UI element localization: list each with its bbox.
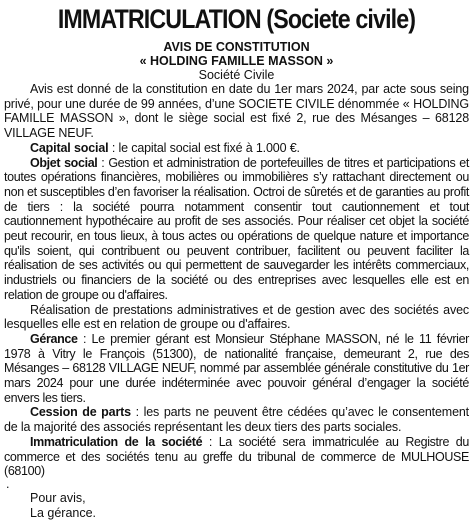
- immat-label: Immatriculation de la société: [30, 434, 203, 449]
- cession-text: : les parts ne peuvent être cédées qu’avec le consentement de la majorité des associés représentant les deux tiers des parts sociales.: [4, 405, 469, 435]
- closing-line-2: La gérance.: [30, 505, 97, 520]
- realisation-paragraph: Réalisation de prestations administratives et de gestion avec des sociétés avec lesquelles elle est en relation de groupe ou d'affaires.: [4, 302, 469, 332]
- immat-text: : La société sera immatriculée au Registre du commerce et des sociétés tenu au greffe du tribunal de commerce de MULHOUSE (68100): [4, 434, 469, 479]
- objet-label: Objet social: [30, 155, 98, 170]
- capital-label: Capital social: [30, 140, 109, 155]
- cession-label: Cession de parts: [30, 405, 131, 420]
- capital-paragraph: [4, 141, 469, 156]
- intro-paragraph: Avis est donné de la constitution en date du 1er mars 2024, par acte sous seing privé, pour une durée de 99 années, d’une SOCIETE CIVILE dénommée « HOLDING FAMILLE MASSON », dont le siège social est fixé 2, rue des Mésanges – 68128 VILLAGE NEUF.: [4, 82, 469, 141]
- immat-paragraph: [4, 435, 469, 479]
- capital-text: : le capital social est fixé à 1.000 €.: [108, 140, 300, 155]
- company-name: « HOLDING FAMILLE MASSON »: [139, 54, 334, 68]
- rubric-banner: IMMATRICULATION (Societe civile): [57, 4, 416, 34]
- objet-paragraph: [4, 156, 469, 303]
- gerance-label: Gérance: [30, 331, 78, 346]
- gerance-paragraph: [4, 332, 469, 406]
- gerance-text: : Le premier gérant est Monsieur Stéphane MASSON, né le 11 février 1978 à Vitry le François (51300), de nationalité française, demeurant 2, rue des Mésanges – 68128 VILLAGE NEUF, nommé par assemblée générale constitutive du 1er mars 2024 pour une durée indéterminée avec pouvoir général d’engager la société envers les tiers.: [4, 331, 469, 405]
- trailing-dot: .: [6, 476, 10, 491]
- objet-text: : Gestion et administration de portefeuilles de titres et participations et toutes opérations financières, mobilières ou immobilières s’y rattachant directement ou non et susceptibles d’en favoriser la réalisation. Octroi de sûretés et de garanties au profit de tiers : la société pourra notamment consentir tout cautionnement et tout cautionnement hypothécaire au profit de ses associés. Pour réaliser cet objet la société peut recourir, en tous lieux, à tous actes ou opérations de quelque nature et importance qu'ils soient, qui contribuent ou peuvent contribuer, facilitent ou peuvent faciliter la réalisation de ses activités ou qui permettent de sauvegarder les intérêts commerciaux, industriels ou financiers de la société ou des entreprises avec lesquelles elle est en relation de groupe ou d'affaires.: [4, 155, 469, 302]
- company-form: Société Civile: [198, 68, 275, 82]
- notice-body: [4, 82, 469, 479]
- notice-title: AVIS DE CONSTITUTION: [163, 40, 310, 54]
- closing-block: [4, 491, 469, 521]
- closing-line-1: Pour avis,: [30, 490, 86, 505]
- cession-paragraph: [4, 405, 469, 434]
